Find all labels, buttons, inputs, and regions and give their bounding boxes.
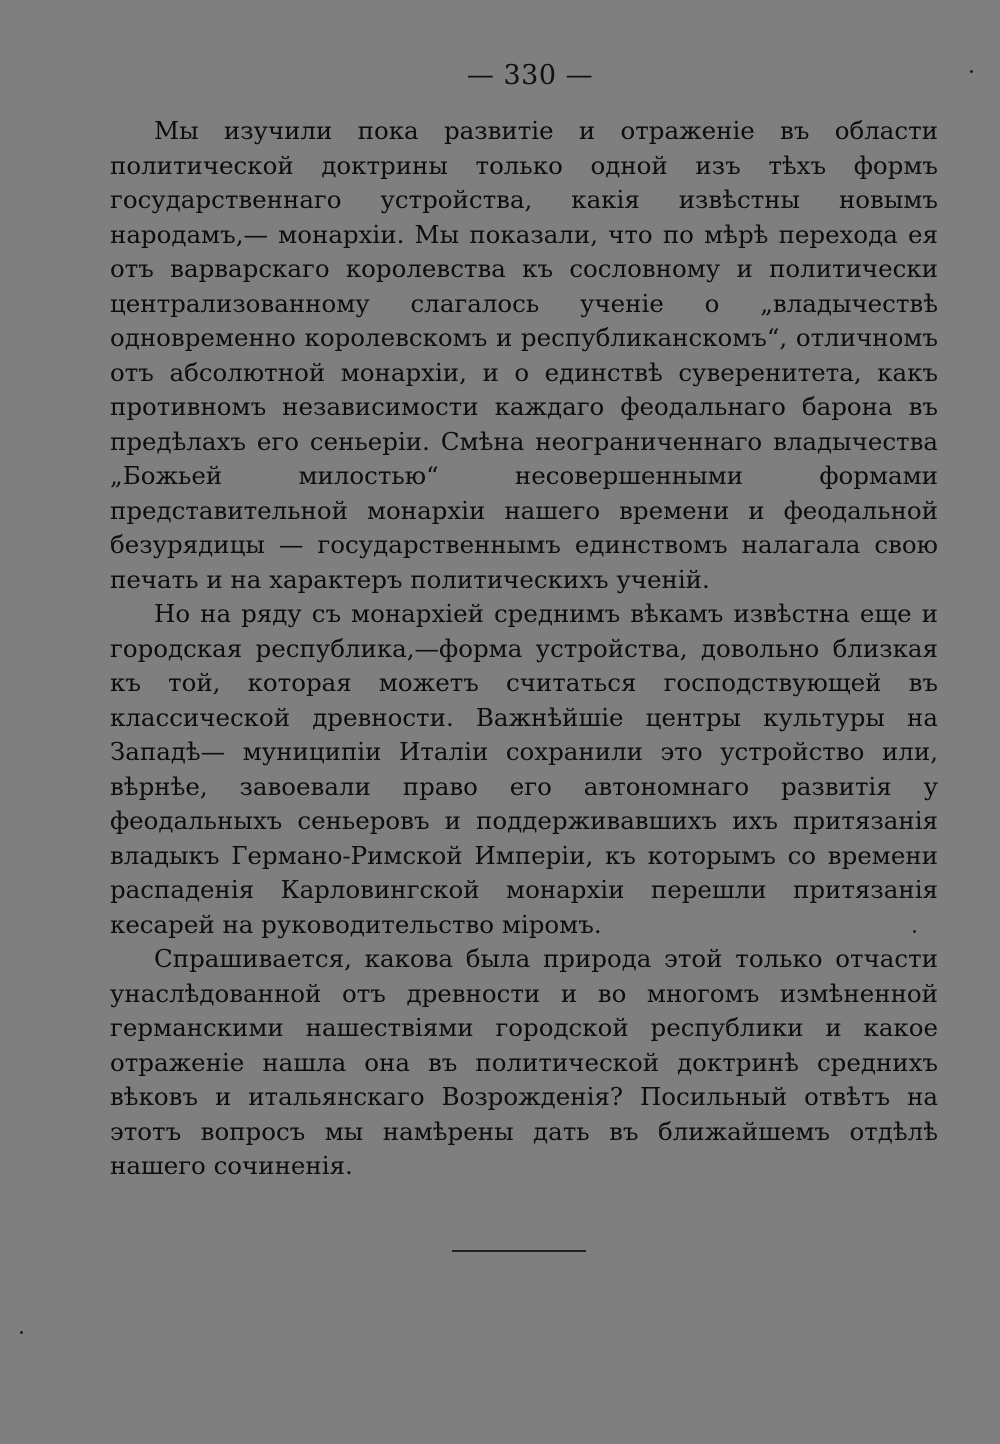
paragraph-2: Но на ряду съ монархіей среднимъ вѣкамъ извѣстна еще и городская республика,—форма устройства, довольно близкая къ той, которая можетъ считаться господствующей въ классической древности. Важнѣйшіе центры культуры на Западѣ— муниципіи Италіи сохранили это устройство или, вѣрнѣе, завоевали право его автономнаго развитія у феодальныхъ сеньеровъ и поддерживавшихъ ихъ притязанія владыкъ Германо-Римской Имперіи, къ которымъ со времени распаденія Карловингской монархіи перешли притязанія кесарей на руководительство міромъ. (110, 599, 938, 939)
end-rule-divider (452, 1250, 586, 1252)
paragraph-3: Спрашивается, какова была природа этой только отчасти унаслѣдованной отъ древности и во многомъ измѣненной германскими нашествіями городской республики и какое отраженіе нашла она въ политической доктринѣ среднихъ вѣковъ и итальянскаго Возрожденія? Посильный отвѣтъ на этотъ вопросъ мы намѣрены дать въ ближайшемъ отдѣлѣ нашего сочиненія. (110, 944, 938, 1180)
body-text (110, 114, 938, 1184)
scan-speck (913, 930, 916, 933)
scan-speck (20, 1331, 23, 1334)
paragraph-1: Мы изучили пока развитіе и отраженіе въ области политической доктрины только одной изъ тѣхъ формъ государственнаго устройства, какія извѣстны новымъ народамъ,— монархіи. Мы показали, что по мѣрѣ перехода ея отъ варварскаго королевства къ сословному и политически централизованному слагалось ученіе о „владычествѣ одновременно королевскомъ и республиканскомъ“, отличномъ отъ абсолютной монархіи, и о единствѣ суверенитета, какъ противномъ независимости каждаго феодальнаго барона въ предѣлахъ его сеньеріи. Смѣна неограниченнаго владычества „Божьей милостью“ несовершенными формами представительной монархіи нашего времени и феодальной безурядицы — государственнымъ единствомъ налагала свою печать и на характеръ политическихъ ученій. (110, 116, 938, 594)
page-number: — 330 — (466, 60, 594, 91)
scan-speck (970, 70, 973, 73)
